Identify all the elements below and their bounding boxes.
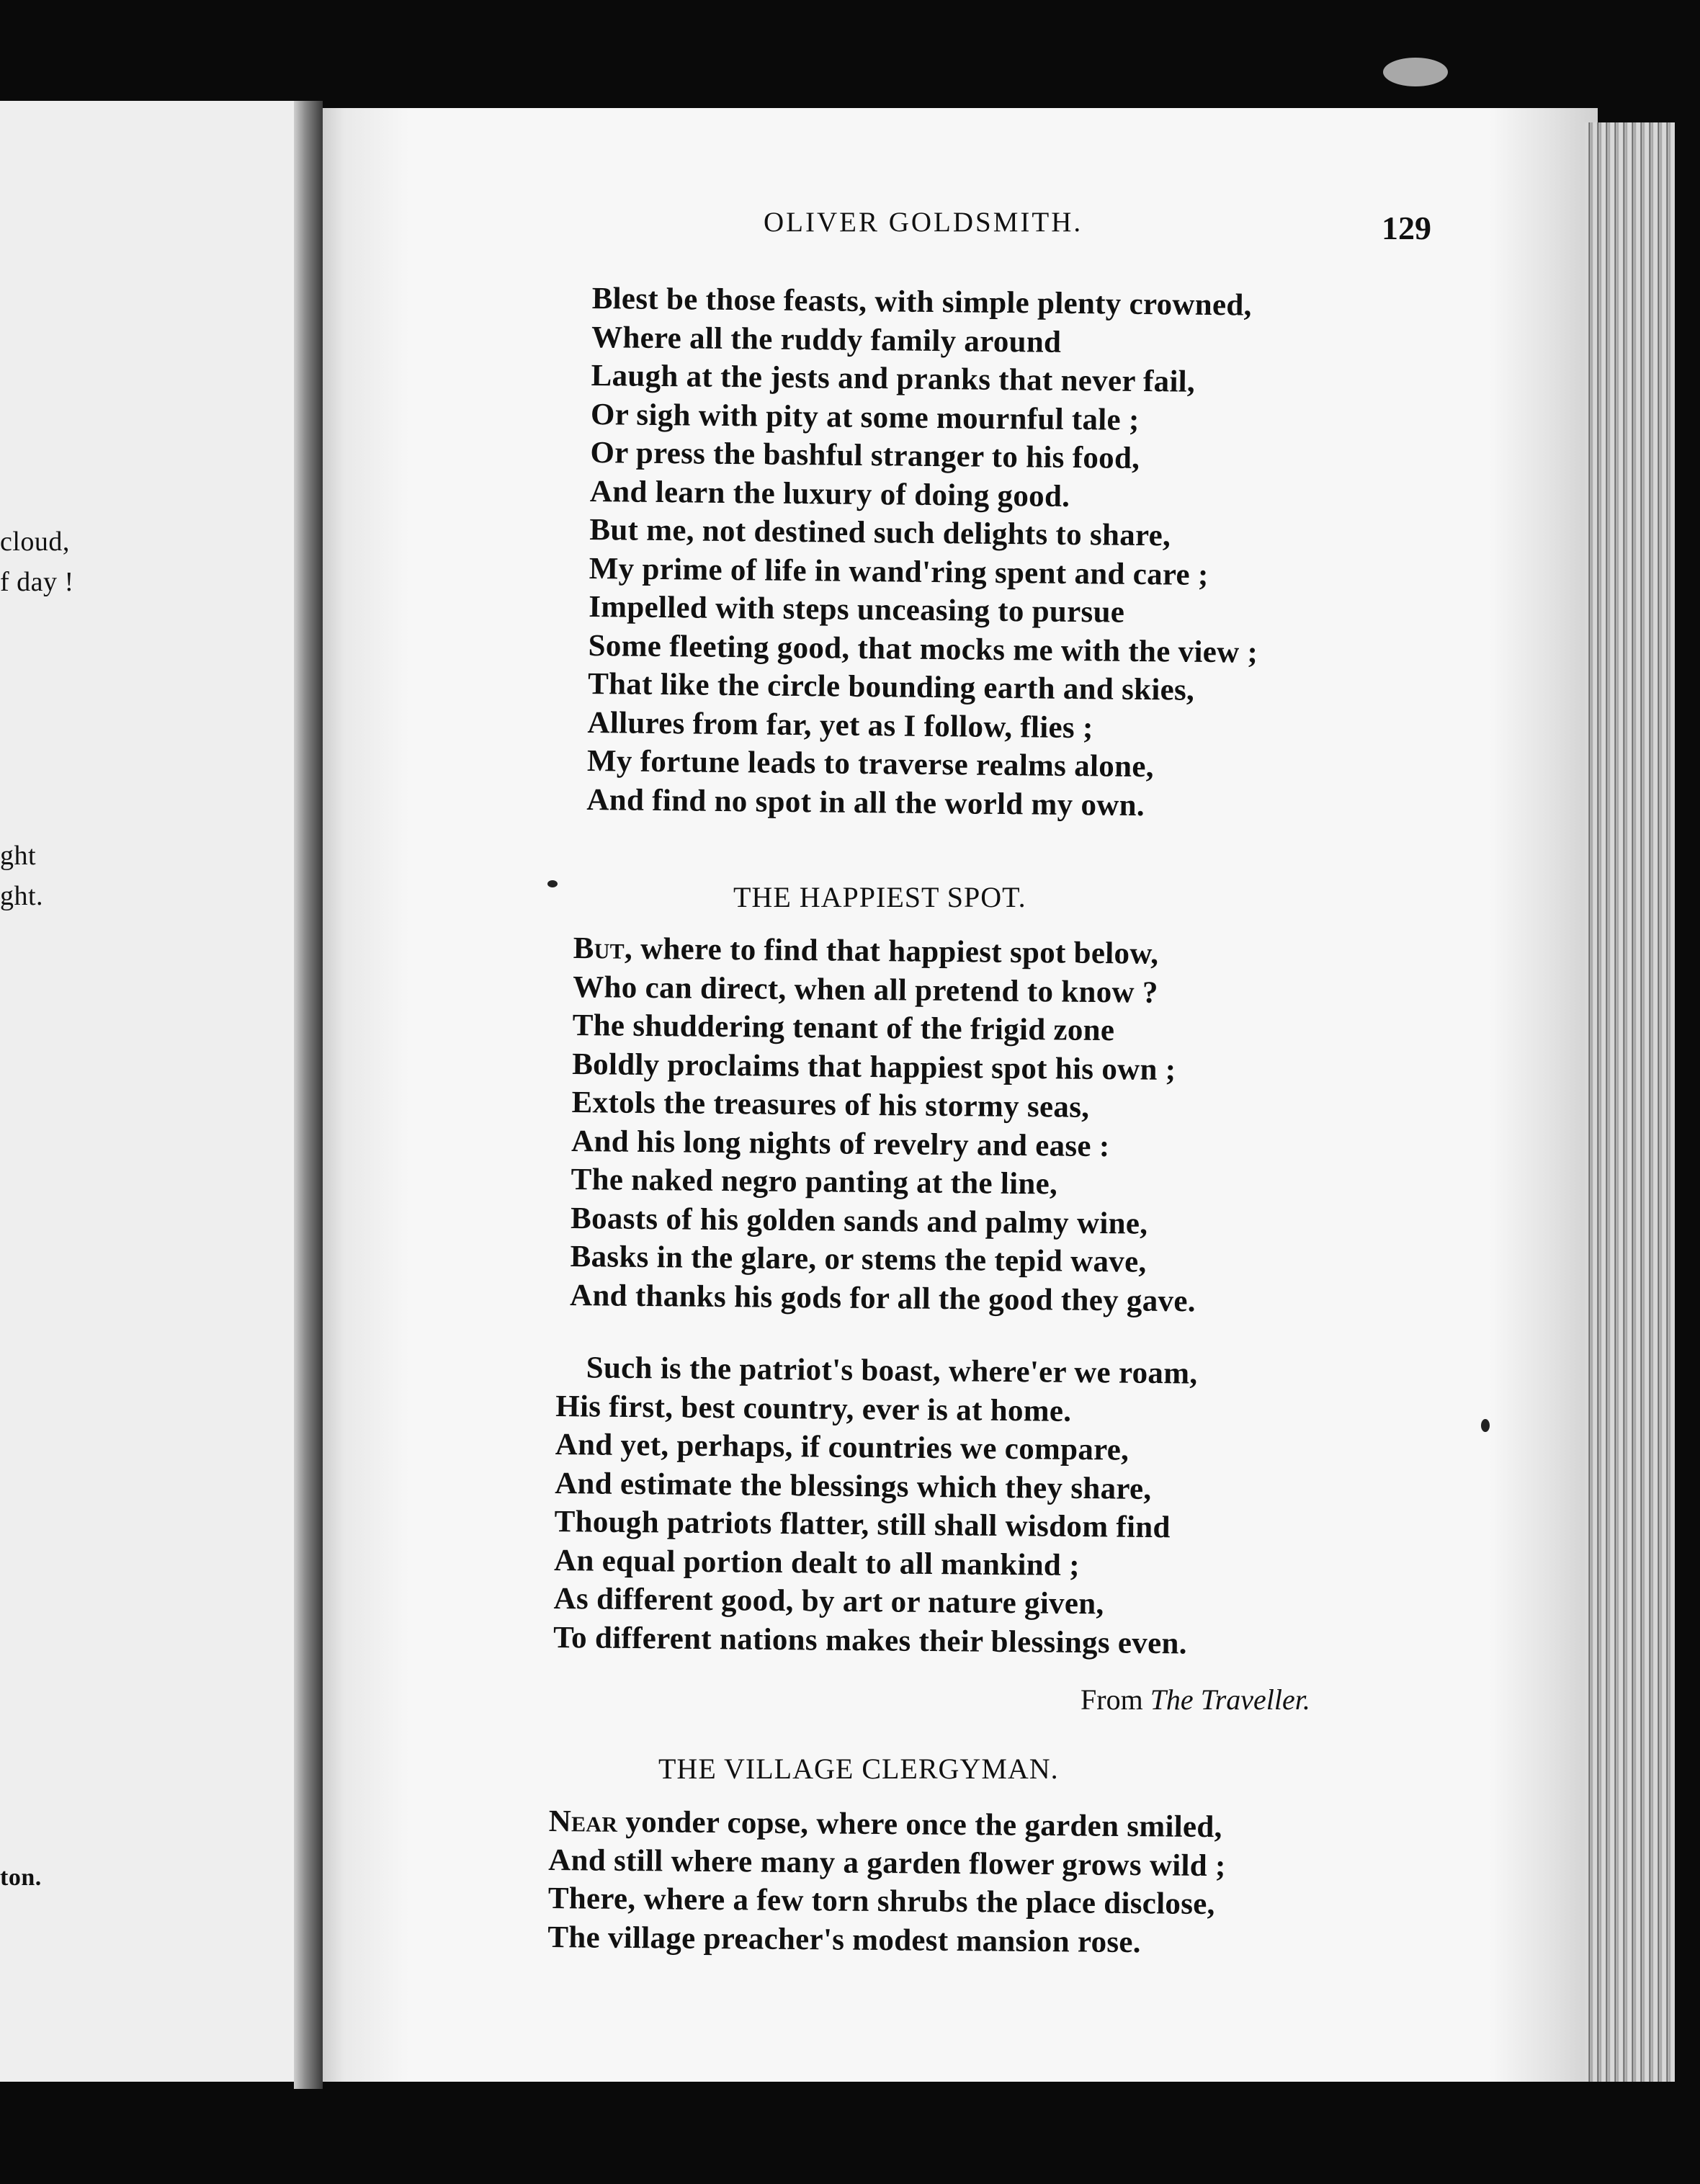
poem-title: THE HAPPIEST SPOT. [733,881,1026,913]
poem-line: Allures from far, yet as I follow, flies ; [587,705,1093,745]
poem-line: That like the circle bounding earth and skies, [587,666,1195,707]
left-page-fragment: ght [0,841,37,871]
left-page-fragment: cloud, [0,527,70,557]
poem-line: Such is the patriot's boast, where'er we roam, [586,1351,1198,1391]
drop-word: But, [573,931,633,966]
scan-speck [1481,1419,1490,1432]
poem-line: But me, not destined such delights to share, [589,512,1171,553]
poem-line: And learn the luxury of doing good. [589,474,1070,514]
poem-line: Boasts of his golden sands and palmy wine, [570,1201,1148,1241]
poem-line: An equal portion dealt to all mankind ; [553,1543,1081,1583]
poem-line: Though patriots flatter, still shall wisdom find [554,1504,1171,1545]
poem-line: As different good, by art or nature given, [553,1581,1104,1621]
poem-line: Extols the treasures of his stormy seas, [571,1085,1090,1124]
poem-line: Some fleeting good, that mocks me with the view ; [588,628,1258,670]
poem-line: The naked negro panting at the line, [571,1162,1058,1201]
left-page-fragment: ton. [0,1864,42,1891]
poem-line: And thanks his gods for all the good they gave. [569,1278,1196,1318]
page-edges [1585,122,1675,2082]
poem-line: The village preacher's modest mansion rose. [547,1920,1142,1959]
drop-word: Near [548,1804,618,1839]
scan-speck [547,880,558,887]
poem-line: And yet, perhaps, if countries we compare, [555,1427,1129,1467]
poem-line: Impelled with steps unceasing to pursue [588,589,1125,630]
poem-line: Where all the ruddy family around [591,320,1062,359]
poem-line: My prime of life in wand'ring spent and care ; [589,551,1209,592]
poem-line: Boldly proclaims that happiest spot his own ; [571,1047,1176,1087]
poem-line: And find no spot in all the world my own. [586,782,1145,823]
page-number: 129 [1382,210,1431,246]
poem-line: My fortune leads to traverse realms alone, [586,743,1155,784]
poem-line: Or sigh with pity at some mournful tale ; [590,397,1140,437]
poem-line: His first, best country, ever is at home. [555,1389,1072,1428]
poem-stanza [547,1802,1226,1962]
book-gutter [294,101,323,2089]
left-page [0,101,303,2082]
running-head: OLIVER GOLDSMITH. [764,207,1083,238]
poem-line: Who can direct, when all pretend to know ? [573,970,1158,1010]
poem-line: And still where many a garden flower grows wild ; [548,1843,1226,1883]
poem-stanza [586,279,1261,826]
attribution: From The Traveller. [1081,1683,1310,1716]
poem-line: Basks in the glare, or stems the tepid wave, [570,1239,1147,1279]
poem-stanza [553,1348,1198,1663]
work-title: The Traveller. [1150,1683,1310,1716]
scan-speck [1383,58,1448,86]
poem-line: Blest be those feasts, with simple plenty crowned, [591,281,1252,323]
poem-line: But, where to find that happiest spot below, [573,931,1159,971]
poem-line: Near yonder copse, where once the garden smiled, [548,1804,1222,1845]
poem-stanza [570,929,1199,1320]
poem-line: Laugh at the jests and pranks that never fail, [591,358,1196,399]
left-page-fragment: f day ! [0,567,74,597]
poem-line: To different nations makes their blessings even. [552,1620,1187,1660]
poem-line: Or press the bashful stranger to his food, [590,435,1140,475]
poem-title: THE VILLAGE CLERGYMAN. [658,1753,1059,1785]
poem-line: And his long nights of revelry and ease : [571,1124,1110,1163]
poem-line: And estimate the blessings which they share, [554,1466,1152,1506]
poem-line: The shuddering tenant of the frigid zone [572,1008,1115,1048]
poem-line: There, where a few torn shrubs the place disclose, [547,1881,1215,1922]
left-page-fragment: ght. [0,881,44,911]
